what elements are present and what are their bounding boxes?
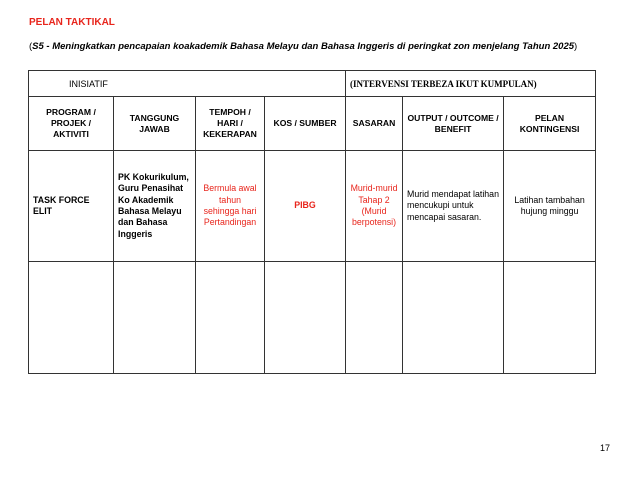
column-header-kontingensi: PELAN KONTINGENSI: [504, 97, 596, 151]
column-header-output: OUTPUT / OUTCOME / BENEFIT: [403, 97, 504, 151]
page-title: PELAN TAKTIKAL: [29, 17, 115, 28]
cell-program: TASK FORCE ELIT: [29, 151, 114, 262]
column-header-tempoh: TEMPOH / HARI / KEKERAPAN: [196, 97, 265, 151]
empty-cell: [29, 262, 114, 374]
column-header-kos: KOS / SUMBER: [265, 97, 346, 151]
cell-kos: PIBG: [265, 151, 346, 262]
table-row-empty: [29, 262, 596, 374]
page-number: 17: [600, 443, 611, 453]
column-header-sasaran: SASARAN: [346, 97, 403, 151]
tactical-plan-table: [28, 70, 596, 374]
empty-cell: [504, 262, 596, 374]
column-header-tanggungjawab: TANGGUNG JAWAB: [114, 97, 196, 151]
column-header-program: PROGRAM / PROJEK / AKTIVITI: [29, 97, 114, 151]
subtitle-close-paren: ): [574, 41, 578, 52]
inisiatif-label: INISIATIF: [29, 71, 346, 97]
cell-sasaran: Murid-murid Tahap 2 (Murid berpotensi): [346, 151, 403, 262]
cell-output: Murid mendapat latihan mencukupi untuk mencapai sasaran.: [403, 151, 504, 262]
cell-tempoh: Bermula awal tahun sehingga hari Pertandingan: [196, 151, 265, 262]
empty-cell: [346, 262, 403, 374]
inisiatif-value: (INTERVENSI TERBEZA IKUT KUMPULAN): [346, 71, 596, 97]
strategy-subtitle: [29, 41, 577, 52]
subtitle-open-paren: (: [29, 41, 33, 52]
empty-cell: [403, 262, 504, 374]
inisiatif-row: [29, 71, 596, 97]
column-header-row: [29, 97, 596, 151]
cell-tanggungjawab: PK Kokurikulum, Guru Penasihat Ko Akademik Bahasa Melayu dan Bahasa Inggeris: [114, 151, 196, 262]
empty-cell: [114, 262, 196, 374]
subtitle-text: S5 - Meningkatkan pencapaian koakademik Bahasa Melayu dan Bahasa Inggeris di peringkat zon menjelang Tahun 2025: [32, 41, 575, 52]
table-row: [29, 151, 596, 262]
empty-cell: [265, 262, 346, 374]
empty-cell: [196, 262, 265, 374]
cell-kontingensi: Latihan tambahan hujung minggu: [504, 151, 596, 262]
